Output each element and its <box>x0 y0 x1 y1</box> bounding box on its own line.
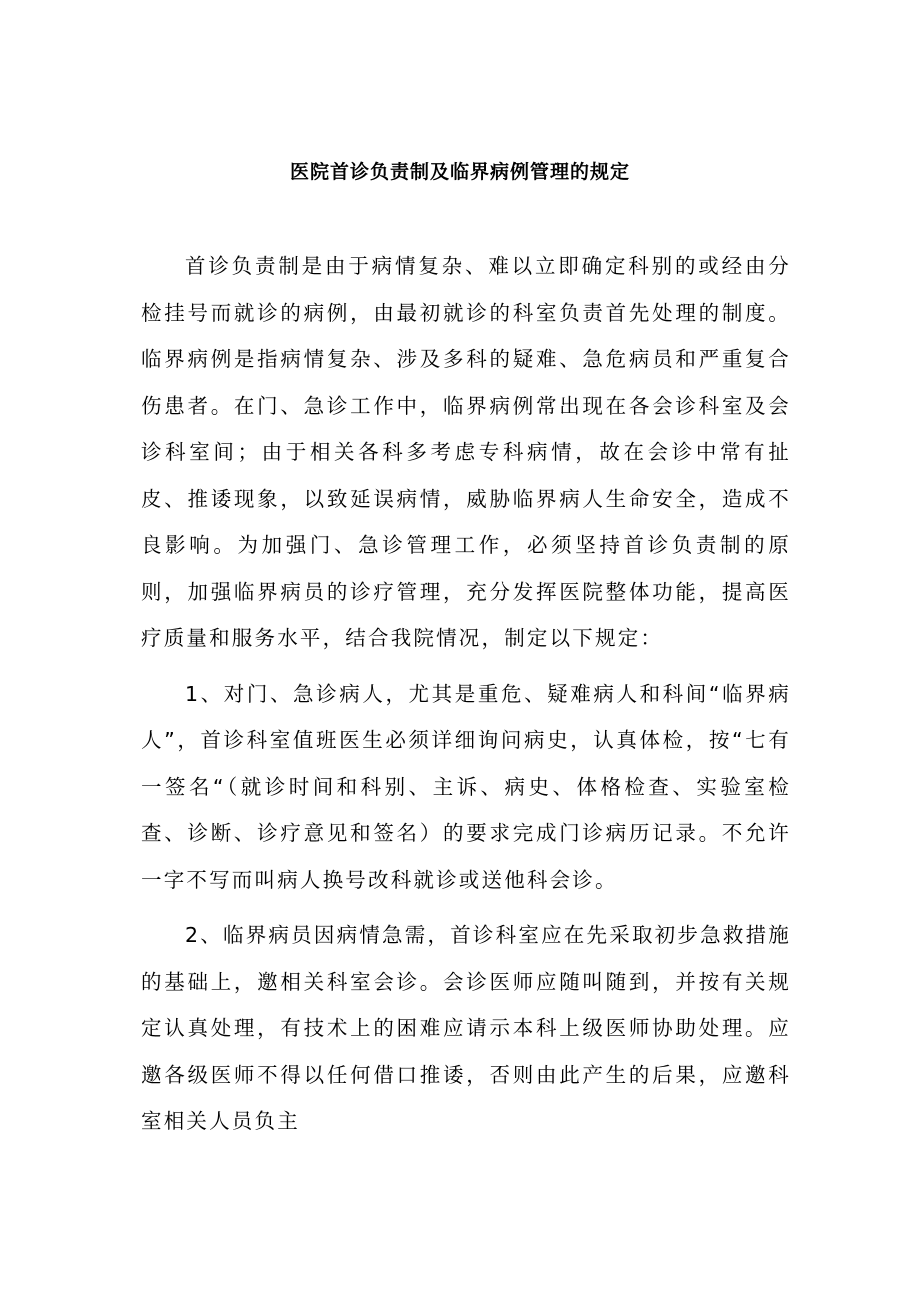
paragraph-rule-2: 2、临界病员因病情急需，首诊科室应在先采取初步急救措施的基础上，邀相关科室会诊。会诊医师应随叫随到，并按有关规定认真处理，有技术上的困难应请示本科上级医师协助处理。应邀各级医师不得以任何借口推诿，否则由此产生的后果，应邀科室相关人员负主 <box>141 923 791 1133</box>
document-body <box>141 243 791 1145</box>
paragraph-intro: 首诊负责制是由于病情复杂、难以立即确定科别的或经由分检挂号而就诊的病例，由最初就诊的科室负责首先处理的制度。临界病例是指病情复杂、涉及多科的疑难、急危病员和严重复合伤患者。在门、急诊工作中，临界病例常出现在各会诊科室及会诊科室间；由于相关各科多考虑专科病情，故在会诊中常有扯皮、推诿现象，以致延误病情，威胁临界病人生命安全，造成不良影响。为加强门、急诊管理工作，必须坚持首诊负责制的原则，加强临界病员的诊疗管理，充分发挥医院整体功能，提高医疗质量和服务水平，结合我院情况，制定以下规定： <box>141 254 791 650</box>
paragraph-rule-1: 1、对门、急诊病人，尤其是重危、疑难病人和科间“临界病人”，首诊科室值班医生必须详细询问病史，认真体检，按“七有一签名“（就诊时间和科别、主诉、病史、体格检查、实验室检查、诊断、诊疗意见和签名）的要求完成门诊病历记录。不允许一字不写而叫病人换号改科就诊或送他科会诊。 <box>141 681 791 892</box>
document-title: 医院首诊负责制及临界病例管理的规定 <box>289 161 630 183</box>
